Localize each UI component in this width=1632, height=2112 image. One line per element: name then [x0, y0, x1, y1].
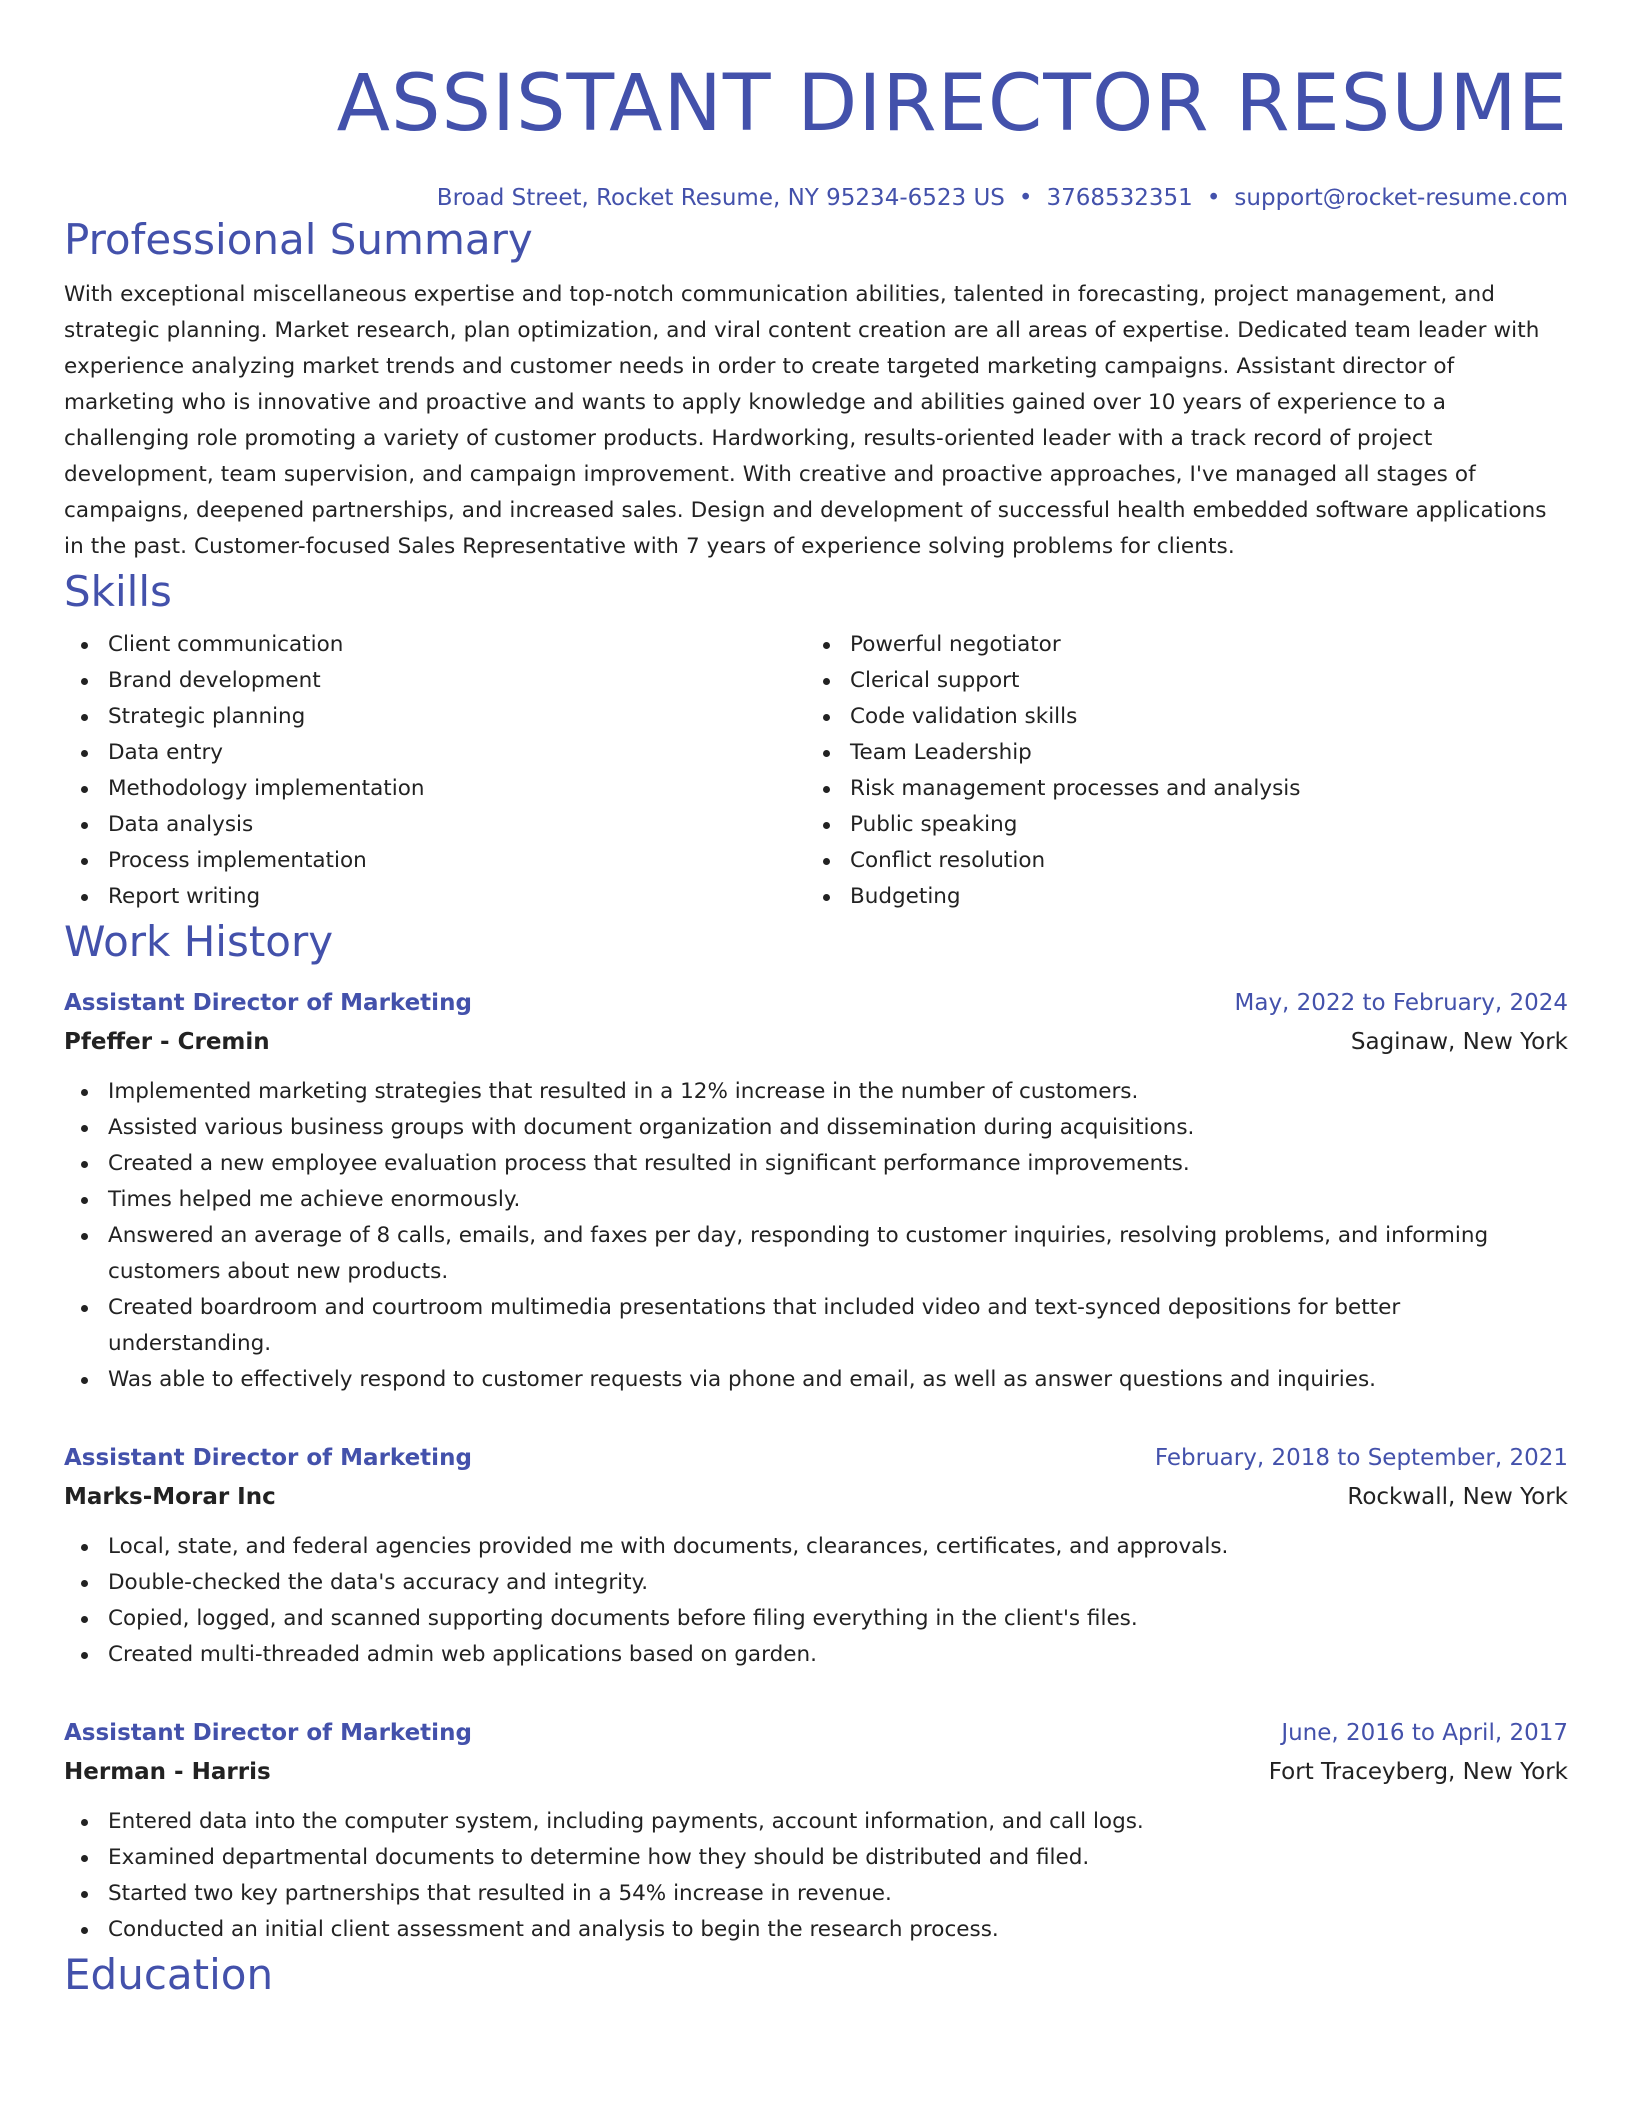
- job-title: Assistant Director of Marketing: [64, 1720, 472, 1746]
- skill-item: Data analysis: [64, 807, 806, 843]
- skill-item: Methodology implementation: [64, 771, 806, 807]
- skill-item: Clerical support: [806, 663, 1548, 699]
- job-bullet: Created multi-threaded admin web applications based on garden.: [64, 1637, 1568, 1673]
- job-company: Herman - Harris: [64, 1759, 271, 1785]
- job-bullet: Double-checked the data's accuracy and integrity.: [64, 1565, 1568, 1601]
- job-entry: [64, 1713, 1568, 1948]
- job-company-row: [64, 1478, 1568, 1516]
- summary-text: With exceptional miscellaneous expertise and top-notch communication abilities, talented in forecasting, project management, and strategic planning. Market research, plan optimization, and viral content creation are all areas of expertise. Dedicated team leader with experience analyzing market trends and customer needs in order to create targeted marketing campaigns. Assistant director of marketing who is innovative and proactive and wants to apply knowledge and abilities gained over 10 years of experience to a challenging role promoting a variety of customer products. Hardworking, results-oriented leader with a track record of project development, team supervision, and campaign improvement. With creative and proactive approaches, I've managed all stages of campaigns, deepened partnerships, and increased sales. Design and development of successful health embedded software applications in the past. Customer-focused Sales Representative with 7 years of experience solving problems for clients.: [64, 282, 1547, 559]
- skill-item: Public speaking: [806, 807, 1548, 843]
- resume-title: ASSISTANT DIRECTOR RESUME: [336, 59, 1568, 149]
- job-company: Pfeffer - Cremin: [64, 1029, 270, 1055]
- job-bullets: [64, 1529, 1568, 1673]
- skill-item: Budgeting: [806, 879, 1548, 915]
- skills-heading: Skills: [64, 567, 172, 616]
- skills-list: [64, 627, 1568, 915]
- job-title: Assistant Director of Marketing: [64, 1445, 472, 1471]
- job-dates: May, 2022 to February, 2024: [1234, 990, 1568, 1016]
- education-heading: Education: [64, 1950, 274, 1999]
- job-header-row: [64, 983, 1568, 1023]
- job-dates: June, 2016 to April, 2017: [1281, 1720, 1568, 1746]
- job-bullet: Was able to effectively respond to customer requests via phone and email, as well as answer questions and inquiries.: [64, 1362, 1568, 1398]
- skill-item: Report writing: [64, 879, 806, 915]
- job-entry: [64, 1438, 1568, 1673]
- contact-separator: •: [1206, 185, 1221, 211]
- job-bullet: Examined departmental documents to determine how they should be distributed and filed.: [64, 1840, 1568, 1876]
- contact-address: Broad Street, Rocket Resume, NY 95234-6523 US: [436, 185, 1005, 211]
- job-company: Marks-Morar Inc: [64, 1484, 276, 1510]
- skills-column-left: [64, 627, 806, 915]
- job-title: Assistant Director of Marketing: [64, 990, 472, 1016]
- skill-item: Conflict resolution: [806, 843, 1548, 879]
- job-bullet: Assisted various business groups with document organization and dissemination during acquisitions.: [64, 1110, 1568, 1146]
- contact-email[interactable]: support@rocket-resume.com: [1234, 185, 1568, 211]
- job-header-row: [64, 1713, 1568, 1753]
- job-bullet: Entered data into the computer system, including payments, account information, and call logs.: [64, 1804, 1568, 1840]
- job-bullet: Times helped me achieve enormously.: [64, 1182, 1568, 1218]
- contact-separator: •: [1018, 185, 1033, 211]
- skill-item: Client communication: [64, 627, 806, 663]
- skill-item: Powerful negotiator: [806, 627, 1548, 663]
- job-bullet: Created boardroom and courtroom multimedia presentations that included video and text-synced depositions for better understanding.: [64, 1290, 1568, 1362]
- summary-heading: Professional Summary: [64, 215, 533, 264]
- skill-item: Risk management processes and analysis: [806, 771, 1548, 807]
- skill-item: Process implementation: [64, 843, 806, 879]
- work-history-heading: Work History: [64, 917, 334, 966]
- contact-phone[interactable]: 3768532351: [1046, 185, 1193, 211]
- job-bullet: Copied, logged, and scanned supporting documents before filing everything in the client's files.: [64, 1601, 1568, 1637]
- job-location: Fort Traceyberg, New York: [1268, 1759, 1568, 1785]
- job-dates: February, 2018 to September, 2021: [1154, 1445, 1568, 1471]
- job-bullet: Implemented marketing strategies that resulted in a 12% increase in the number of customers.: [64, 1074, 1568, 1110]
- job-bullet: Answered an average of 8 calls, emails, and faxes per day, responding to customer inquiries, resolving problems, and informing customers about new products.: [64, 1218, 1568, 1290]
- skill-item: Strategic planning: [64, 699, 806, 735]
- job-bullets: [64, 1074, 1568, 1398]
- job-bullet: Started two key partnerships that resulted in a 54% increase in revenue.: [64, 1876, 1568, 1912]
- job-company-row: [64, 1023, 1568, 1061]
- skill-item: Brand development: [64, 663, 806, 699]
- job-bullet: Conducted an initial client assessment and analysis to begin the research process.: [64, 1912, 1568, 1948]
- job-company-row: [64, 1753, 1568, 1791]
- skill-item: Code validation skills: [806, 699, 1548, 735]
- skills-column-right: [806, 627, 1548, 915]
- job-location: Saginaw, New York: [1350, 1029, 1568, 1055]
- job-bullet: Local, state, and federal agencies provided me with documents, clearances, certificates, and approvals.: [64, 1529, 1568, 1565]
- contact-line: [64, 183, 1568, 213]
- job-entry: [64, 983, 1568, 1398]
- resume-page: [64, 0, 1568, 2002]
- skill-item: Team Leadership: [806, 735, 1548, 771]
- job-header-row: [64, 1438, 1568, 1478]
- job-bullets: [64, 1804, 1568, 1948]
- skill-item: Data entry: [64, 735, 806, 771]
- job-bullet: Created a new employee evaluation process that resulted in significant performance improvements.: [64, 1146, 1568, 1182]
- job-location: Rockwall, New York: [1347, 1484, 1568, 1510]
